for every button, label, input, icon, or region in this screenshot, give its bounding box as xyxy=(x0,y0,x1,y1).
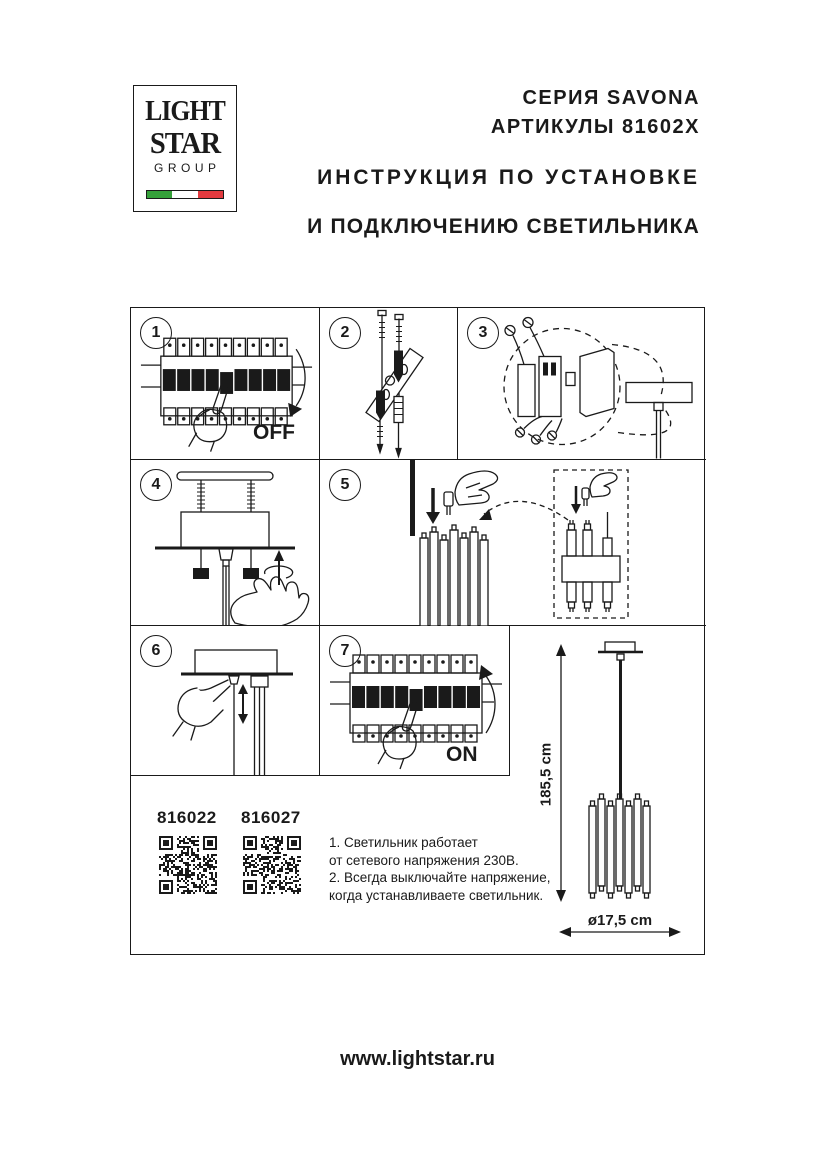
step-1-panel xyxy=(131,308,320,460)
step-2-panel xyxy=(320,308,458,460)
qr-code-816022 xyxy=(159,836,217,894)
step-number: 6 xyxy=(140,635,172,667)
step-4-panel xyxy=(131,460,320,626)
articles-title: АРТИКУЛЫ 81602X xyxy=(490,116,700,138)
dimensions-panel xyxy=(510,626,706,956)
lightstar-logo xyxy=(133,85,237,212)
logo-word-group: GROUP xyxy=(153,161,221,175)
logo-word-light: LIGHT xyxy=(145,96,225,127)
logo-word-star: STAR xyxy=(149,125,221,160)
diameter-dimension-label: ø17,5 cm xyxy=(587,912,653,929)
document-header xyxy=(307,84,700,240)
website-url: www.lightstar.ru xyxy=(340,1048,495,1070)
instruction-title-line2: И ПОДКЛЮЧЕНИЮ СВЕТИЛЬНИКА xyxy=(307,215,700,238)
bulb-installation-drawing xyxy=(320,460,706,626)
qr-code-816027 xyxy=(243,836,301,894)
step-number: 5 xyxy=(329,469,361,501)
step-7-panel xyxy=(320,626,510,776)
series-title: СЕРИЯ SAVONA xyxy=(522,87,700,109)
step-5-panel xyxy=(320,460,706,626)
step-number: 4 xyxy=(140,469,172,501)
step-number: 7 xyxy=(329,635,361,667)
step-number: 3 xyxy=(467,317,499,349)
on-label: ON xyxy=(446,743,478,766)
instruction-title-line1: ИНСТРУКЦИЯ ПО УСТАНОВКЕ xyxy=(317,166,700,189)
height-dimension-label: 185,5 cm xyxy=(537,742,555,807)
product-code: 816027 xyxy=(241,808,301,827)
step-3-panel xyxy=(458,308,706,460)
step-number: 1 xyxy=(140,317,172,349)
note-line: 1. Светильник работает xyxy=(329,835,478,850)
note-line: когда устанавливаете светильник. xyxy=(329,887,544,903)
off-label: OFF xyxy=(253,421,295,444)
note-line: от сетевого напряжения 230В. xyxy=(329,852,519,868)
step-number: 2 xyxy=(329,317,361,349)
instruction-steps-grid xyxy=(130,307,705,955)
product-code: 816022 xyxy=(157,808,217,827)
step-6-panel xyxy=(131,626,320,776)
italy-flag-stripe xyxy=(146,190,224,199)
note-line: 2. Всегда выключайте напряжение, xyxy=(329,870,551,885)
